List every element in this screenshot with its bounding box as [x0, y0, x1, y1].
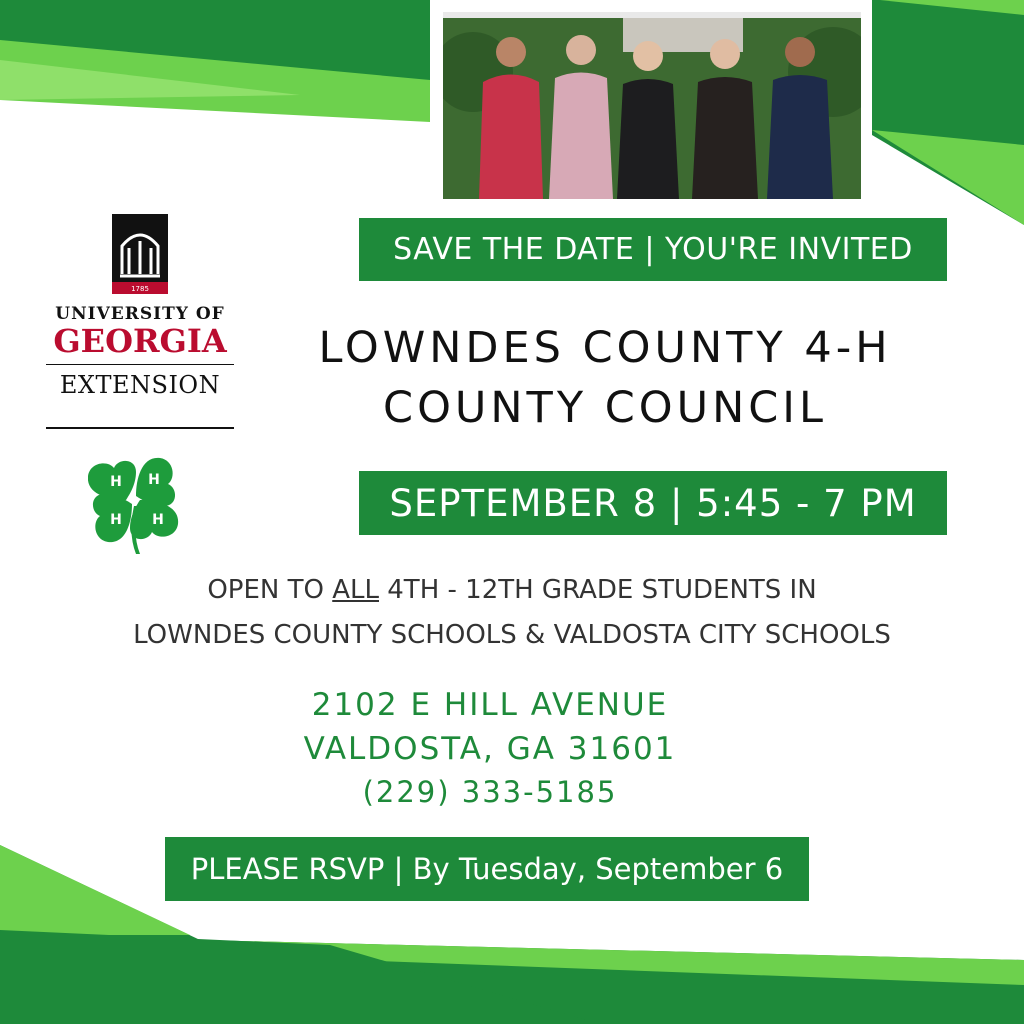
clover-icon: [88, 454, 184, 554]
logo-year: 1785: [131, 285, 149, 293]
address-phone: (229) 333-5185: [362, 775, 618, 809]
eligibility-prefix: OPEN TO: [207, 575, 333, 605]
eligibility-line2: LOWNDES COUNTY SCHOOLS & VALDOSTA CITY SCHOOLS: [133, 620, 891, 650]
event-title-line1: LOWNDES COUNTY 4-H: [318, 323, 892, 373]
svg-text:H: H: [152, 512, 164, 528]
logo-extension: EXTENSION: [59, 371, 221, 399]
uga-extension-logo: [42, 214, 238, 436]
arch-icon: [112, 214, 168, 294]
svg-text:H: H: [148, 472, 160, 488]
logo-divider: [46, 364, 234, 365]
rsvp-banner: PLEASE RSVP | By Tuesday, September 6: [165, 837, 809, 901]
logo-underline: [46, 427, 234, 429]
svg-text:H: H: [110, 474, 122, 490]
group-photo: [443, 12, 861, 199]
eligibility-line1: [40, 568, 984, 613]
event-address: [230, 683, 750, 813]
event-date-banner: SEPTEMBER 8 | 5:45 - 7 PM: [359, 471, 947, 535]
address-street: 2102 E HILL AVENUE: [311, 687, 669, 723]
event-title-line2: COUNTY COUNCIL: [383, 383, 827, 433]
eligibility-emphasis: ALL: [332, 575, 379, 605]
eligibility-suffix: 4TH - 12TH GRADE STUDENTS IN: [379, 575, 817, 605]
group-photo-image: [443, 12, 861, 199]
logo-university-of: UNIVERSITY OF: [55, 304, 225, 324]
svg-text:H: H: [110, 512, 122, 528]
event-title: [260, 318, 950, 438]
address-city: VALDOSTA, GA 31601: [303, 731, 677, 767]
logo-georgia: GEORGIA: [53, 322, 227, 360]
save-the-date-banner: SAVE THE DATE | YOU'RE INVITED: [359, 218, 947, 281]
eligibility-text: [40, 568, 984, 658]
